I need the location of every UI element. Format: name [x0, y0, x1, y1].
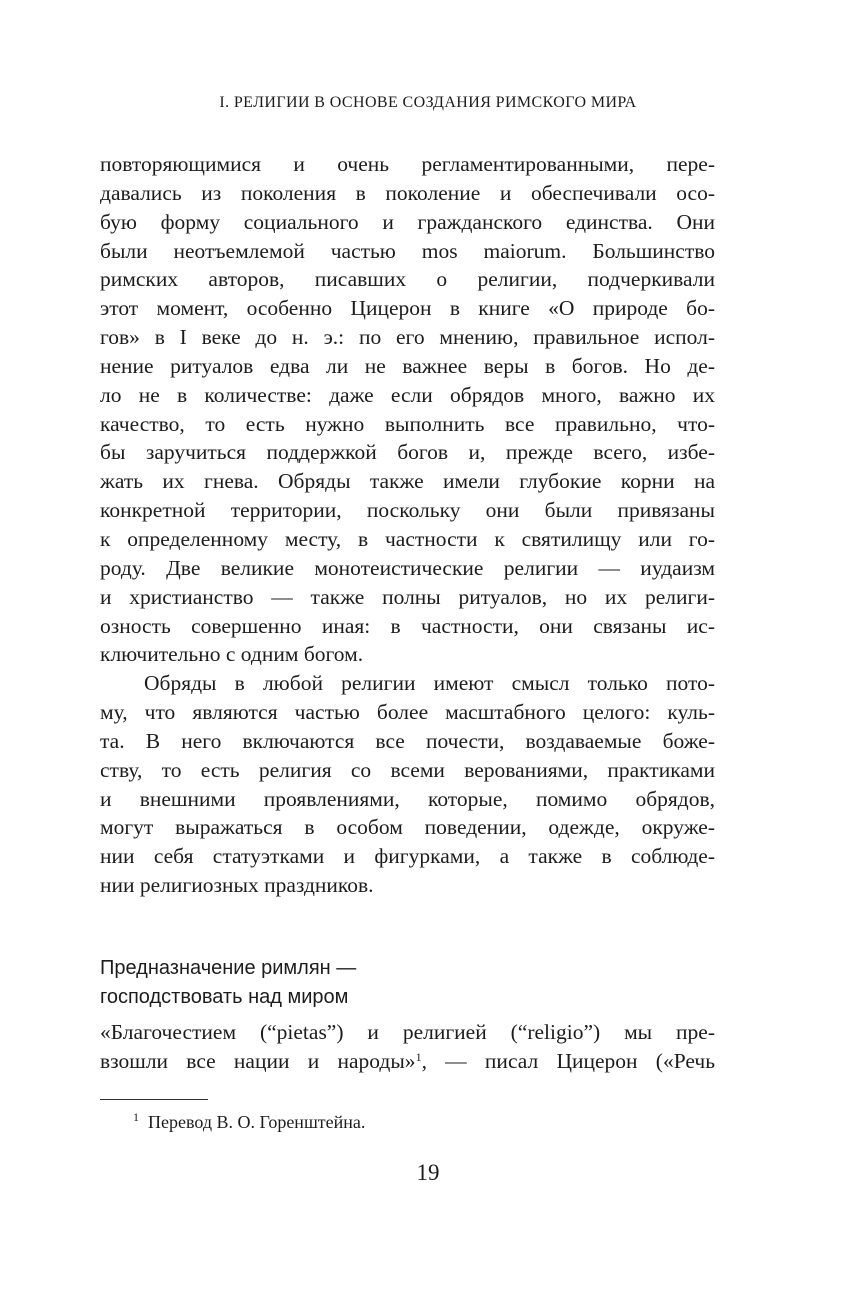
paragraph-line: ству, то есть религия со всеми верованиями, практиками [100, 757, 715, 782]
paragraph-line: были неотъемлемой частью mos maiorum. Большинство [100, 238, 715, 263]
paragraph-line: гов» в I веке до н. э.: по его мнению, правильное испол- [100, 325, 715, 350]
paragraph-line: к определенному месту, в частности к святилищу или го- [100, 526, 715, 551]
body-text-continued [100, 1018, 715, 1076]
paragraph-line: нии религиозных праздников. [100, 873, 374, 898]
paragraph-line: повторяющимися и очень регламентированными, пере- [100, 152, 715, 176]
paragraph-line: му, что являются частью более масштабного целого: куль- [100, 700, 715, 725]
body-text [100, 150, 715, 900]
paragraph-line: та. В него включаются все почести, воздаваемые боже- [100, 728, 715, 753]
paragraph-line: качество, то есть нужно выполнить все правильно, что- [100, 411, 715, 436]
paragraph-line: бую форму социального и гражданского единства. Они [100, 209, 715, 234]
section-heading-line: господствовать над миром [100, 986, 349, 1008]
page-number: 19 [416, 1160, 440, 1185]
paragraph-line: роду. Две великие монотеистические религии — иудаизм [100, 555, 715, 580]
paragraph-line: Обряды в любой религии имеют смысл только пото- [144, 671, 715, 696]
paragraph-line: «Благочестием (“pietas”) и религией (“religio”) мы пре- [100, 1020, 715, 1044]
paragraph-line: этот момент, особенно Цицерон в книге «О природе бо- [100, 296, 715, 321]
section-heading-line: Предназначение римлян — [100, 957, 357, 979]
paragraph-line: ключительно с одним богом. [100, 642, 364, 667]
paragraph-line: и христианство — также полны ритуалов, но их религи- [100, 584, 715, 609]
attribution-text: , — писал Цицерон («Речь [421, 1048, 715, 1073]
paragraph-line: нии себя статуэтками и фигурками, а также в соблюде- [100, 844, 715, 869]
paragraph-line: озность совершенно иная: в частности, они связаны ис- [100, 613, 715, 638]
footnote-reference: 1 [415, 1049, 422, 1064]
paragraph-line: бы заручиться поддержкой богов и, прежде всего, избе- [100, 440, 715, 465]
footnote-divider [100, 1099, 208, 1100]
paragraph-line: ло не в количестве: даже если обрядов много, важно их [100, 382, 715, 407]
paragraph-line [100, 1047, 715, 1076]
paragraph-line: нение ритуалов едва ли не важнее веры в богов. Но де- [100, 353, 715, 378]
paragraph-line: жать их гнева. Обряды также имели глубокие корни на [100, 469, 715, 494]
running-head: I. РЕЛИГИИ В ОСНОВЕ СОЗДАНИЯ РИМСКОГО МИРА [219, 94, 637, 111]
paragraph-line: давались из поколения в поколение и обеспечивали осо- [100, 180, 715, 205]
footnote-marker: 1 [133, 1110, 139, 1124]
footnote-text: Перевод В. О. Горенштейна. [148, 1112, 366, 1132]
quote-text: взошли все нации и народы» [100, 1048, 416, 1073]
footnote [133, 1109, 365, 1135]
paragraph-line: конкретной территории, поскольку они были привязаны [100, 498, 715, 523]
paragraph-line: и внешними проявлениями, которые, помимо обрядов, [100, 786, 715, 811]
paragraph-line: могут выражаться в особом поведении, одежде, окруже- [100, 815, 715, 840]
paragraph-line: римских авторов, писавших о религии, подчеркивали [100, 267, 715, 292]
section-heading [100, 954, 715, 1012]
